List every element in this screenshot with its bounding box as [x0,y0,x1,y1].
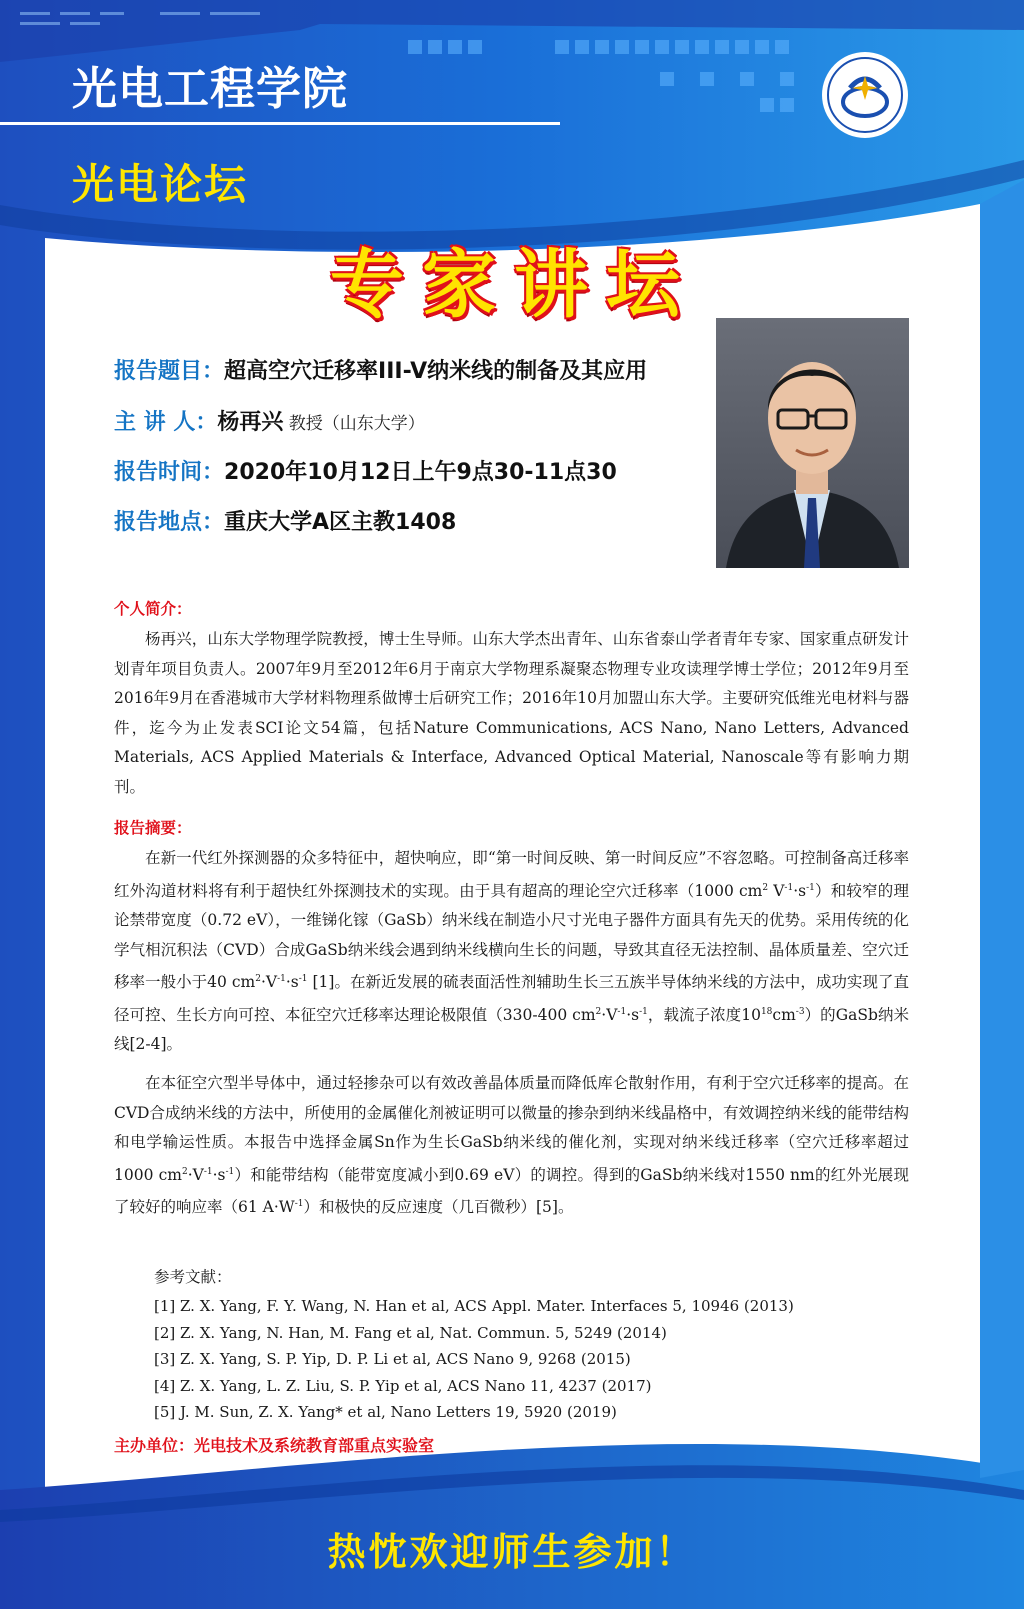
references-list [154,1293,794,1426]
time-label: 报告时间： [114,460,225,485]
reference-item: [3] Z. X. Yang, S. P. Yip, D. P. Li et al, ACS Nano 9, 9268 (2015) [154,1350,631,1368]
time-value: 2020年10月12日上午9点30-11点30 [224,460,617,485]
talk-title-label: 报告题目： [114,359,225,384]
bio-heading: 个人简介： [114,600,192,618]
place-label: 报告地点： [114,510,225,535]
reference-item: [5] J. M. Sun, Z. X. Yang* et al, Nano Letters 19, 5920 (2019) [154,1403,617,1421]
forum-name: 光电论坛 [72,160,249,209]
abstract-paragraph-2: 在本征空穴型半导体中，通过轻掺杂可以有效改善晶体质量而降低库仑散射作用，有利于空穴迁移率的提高。在CVD合成纳米线的方法中，所使用的金属催化剂被证明可以微量的掺杂到纳米线晶格中，有效调控纳米线的能带结构和电学输运性质。本报告中选择金属Sn作为生长GaSb纳米线的催化剂，实现对纳米线迁移率（空穴迁移率超过1000 $cm^2\cdot V^{-1}\cdot s^{-1}$）和能带结构（能带宽度减小到0.69 eV）的调控。得到的GaSb纳米线对1550 nm的红外光展现了较好的响应率（61 $A\cdot W^{-1}$）和极快的反应速度（几百微秒）[5]。 [114,1074,909,1217]
speaker-photo [716,318,909,568]
talk-title-value: 超高空穴迁移率III-V纳米线的制备及其应用 [224,359,648,384]
speaker-detail: 教授（山东大学） [283,414,425,434]
organizer: 主办单位：光电技术及系统教育部重点实验室 [114,1436,435,1455]
abstract-paragraph-1: 在新一代红外探测器的众多特征中，超快响应，即“第一时间反映、第一时间反应”不容忽略。可控制备高迁移率红外沟道材料将有利于超快红外探测技术的实现。由于具有超高的理论空穴迁移率（1000 $cm^2$ $V^{-1}\cdot s^{-1}$）和较窄的理论禁带宽度（0.72 eV），一维锑化镓（GaSb）纳米线在制造小尺寸光电子器件方面具有先天的优势。采用传统的化学气相沉积法（CVD）合成GaSb纳米线会遇到纳米线横向生长的问题，导致其直径无法控制、晶体质量差、空穴迁移率一般小于40 $cm^2\cdot V^{-1}\cdot s^{-1}$ [1]。在新近发展的硫表面活性剂辅助生长三五族半导体纳米线的方法中，成功实现了直径可控、生长方向可控、本征空穴迁移率达理论极限值（330-400 $cm^2\cdot V^{-1}\cdot s^{-1}$，载流子浓度$10^{18}cm^{-3}$）的GaSb纳米线[2-4]。 [114,849,910,1054]
place-row [114,505,456,536]
abstract-heading: 报告摘要： [114,819,192,837]
references-heading: 参考文献： [154,1268,232,1286]
talk-title-row [114,354,647,385]
reference-item: [1] Z. X. Yang, F. Y. Wang, N. Han et al, ACS Appl. Mater. Interfaces 5, 10946 (2013) [154,1297,794,1315]
speaker-label: 主 讲 人： [114,410,218,435]
reference-item: [4] Z. X. Yang, L. Z. Liu, S. P. Yip et al, ACS Nano 11, 4237 (2017) [154,1376,652,1395]
bio-text: 杨再兴，山东大学物理学院教授，博士生导师。山东大学杰出青年、山东省泰山学者青年专家、国家重点研发计划青年项目负责人。2007年9月至2012年6月于南京大学物理系凝聚态物理专业攻读理学博士学位；2012年9月至2016年9月在香港城市大学材料物理系做博士后研究工作；2016年10月加盟山东大学。主要研究低维光电材料与器件，迄今为止发表SCI论文54篇，包括Nature Communications, ACS Nano, Nano Letters, Advanced Materials, ACS Applied Materials & Interface, Advanced Optical Material, Nanoscale等有影响力期刊。 [114,630,909,796]
place-value: 重庆大学A区主教1408 [224,510,457,535]
college-logo [820,50,910,140]
welcome-banner: 热忱欢迎师生参加！ [327,1530,697,1574]
speaker-row [114,405,425,436]
speaker-name: 杨再兴 [217,410,284,435]
time-row [114,455,617,486]
school-name: 光电工程学院 [72,62,349,115]
reference-item: [2] Z. X. Yang, N. Han, M. Fang et al, Nat. Commun. 5, 5249 (2014) [154,1323,667,1342]
banner-title: 专家讲坛 [330,242,698,328]
